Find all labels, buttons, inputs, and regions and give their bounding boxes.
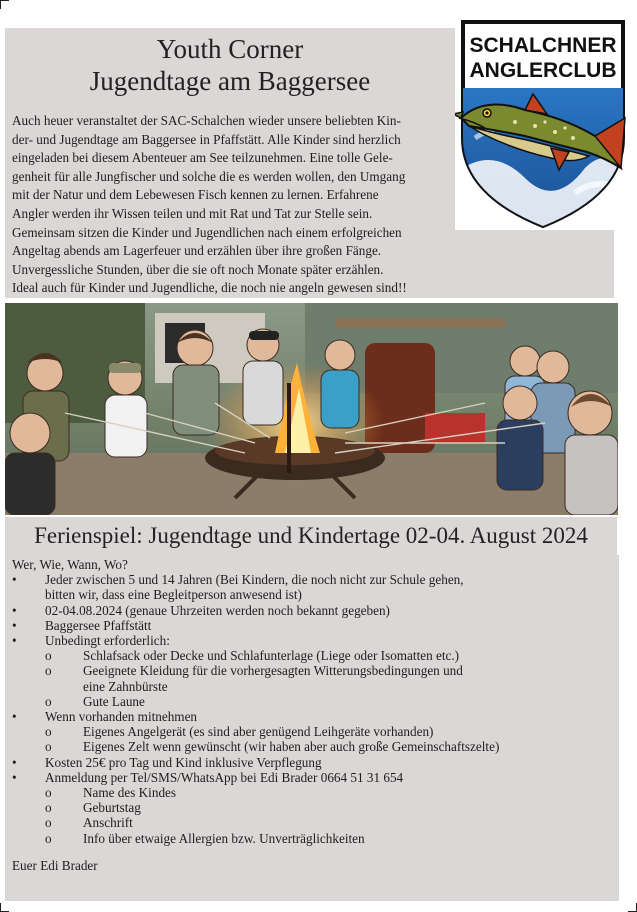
intro-line: Unvergessliche Stunden, über die sie oft noch Monate später erzählen. (12, 261, 384, 277)
sub-bullet: o (45, 663, 52, 679)
crop-mark-top-left (0, 0, 9, 9)
intro-line: Auch heuer veranstaltet der SAC-Schalchen wieder unsere beliebten Kin- (12, 113, 401, 128)
sub-bullet: o (45, 830, 52, 846)
bullet: • (12, 633, 17, 649)
intro-line: mit der Natur und dem Lebewesen Fisch kennen zu lernen. Erfahrene (12, 187, 379, 203)
list-item (12, 603, 612, 618)
bullet: • (12, 754, 17, 770)
bullet: • (12, 617, 17, 633)
sub-list-item-text: Info über etwaige Allergien bzw. Unverträglichkeiten (83, 830, 365, 846)
campfire-photo (5, 303, 618, 515)
sub-list-item (12, 739, 612, 754)
bullet: • (12, 602, 17, 618)
list-item (12, 709, 612, 724)
sub-list-item (12, 800, 612, 815)
intro-line: Angler werden ihr Wissen teilen und mit Rat und Tat zur Stelle sein. (12, 205, 373, 221)
details-section (12, 557, 612, 846)
sub-list-item-text: Gute Laune (83, 693, 145, 709)
list-item-text: Kosten 25€ pro Tag und Kind inklusive Verpflegung (45, 754, 322, 770)
intro-paragraph (12, 112, 460, 298)
intro-line: Gemeinsam sitzen die Kinder und Jugendlichen nach einem erfolgreichen (12, 224, 402, 240)
sub-bullet: o (45, 648, 52, 664)
list-item-text: Baggersee Pfaffstätt (45, 617, 152, 633)
sub-bullet: o (45, 693, 52, 709)
sub-list-item-text-continued: eine Zahnbürste (83, 678, 168, 694)
list-item-text: Jeder zwischen 5 und 14 Jahren (Bei Kindern, die noch nicht zur Schule gehen, (45, 572, 464, 588)
sub-list-item-text: Eigenes Zelt wenn gewünscht (wir haben aber auch große Gemeinschaftszelte) (83, 739, 500, 755)
sub-list-item (12, 724, 612, 739)
intro-line: eingeladen bei diesem Abenteuer am See teilzunehmen. Eine tolle Gele- (12, 150, 393, 166)
crop-mark-bottom-left (0, 903, 9, 912)
sub-list-item-text: Geburtstag (83, 800, 141, 816)
list-item (12, 633, 612, 648)
sub-list-item (12, 663, 612, 693)
list-item-text: Wenn vorhanden mitnehmen (45, 709, 198, 725)
sub-list-item (12, 831, 612, 846)
sub-bullet: o (45, 800, 52, 816)
signature: Euer Edi Brader (12, 858, 98, 873)
sub-list-item-text: Eigenes Angelgerät (es sind aber genügend Leihgeräte vorhanden) (83, 724, 434, 740)
list-item-text: Anmeldung per Tel/SMS/WhatsApp bei Edi Brader 0664 51 31 654 (45, 769, 404, 785)
logo-text-line-1: SCHALCHNER (469, 34, 617, 57)
bullet: • (12, 709, 17, 725)
sub-list-item (12, 648, 612, 663)
title-line-1: Youth Corner (156, 34, 304, 64)
sub-bullet: o (45, 739, 52, 755)
sub-list-item (12, 785, 612, 800)
logo-text-line-2: ANGLERCLUB (469, 59, 617, 82)
event-banner: Ferienspiel: Jugendtage und Kindertage 02-04. August 2024 (34, 523, 588, 548)
list-item (12, 770, 612, 785)
bullet: • (12, 769, 17, 785)
bullet: • (12, 572, 17, 588)
details-heading: Wer, Wie, Wann, Wo? (12, 557, 128, 572)
intro-line: der- und Jugendtage am Baggersee in Pfaffstätt. Alle Kinder sind herzlich (12, 131, 401, 147)
club-logo (455, 18, 631, 230)
details-list (12, 572, 612, 846)
intro-line: Angeltag abends am Lagerfeuer und erzählen über ihre großen Fänge. (12, 243, 382, 259)
list-item (12, 618, 612, 633)
sub-list-item (12, 815, 612, 830)
sub-list-item (12, 694, 612, 709)
sub-list-item-text: Schlafsack oder Decke und Schlafunterlage (Liege oder Isomatten etc.) (83, 648, 460, 664)
list-item-text-continued: bitten wir, dass eine Begleitperson anwesend ist) (45, 587, 302, 603)
crop-mark-bottom-right (628, 903, 637, 912)
sub-bullet: o (45, 815, 52, 831)
sub-bullet: o (45, 724, 52, 740)
list-item (12, 572, 612, 602)
list-item (12, 755, 612, 770)
list-item-text: 02-04.08.2024 (genaue Uhrzeiten werden noch bekannt gegeben) (45, 602, 390, 618)
list-item-text: Unbedingt erforderlich: (45, 633, 170, 649)
sub-list-item-text: Geeignete Kleidung für die vorhergesagten Witterungsbedingungen und (83, 663, 463, 679)
intro-line: Ideal auch für Kinder und Jugendliche, die noch nie angeln gewesen sind!! (12, 280, 407, 296)
page-title (5, 33, 455, 97)
intro-line: genheit für alle Jungfischer und solche die es werden wollen, den Umgang (12, 168, 406, 184)
sub-bullet: o (45, 785, 52, 801)
sub-list-item-text: Name des Kindes (83, 785, 177, 801)
sub-list-item-text: Anschrift (83, 815, 133, 831)
title-line-2: Jugendtage am Baggersee (89, 66, 371, 96)
